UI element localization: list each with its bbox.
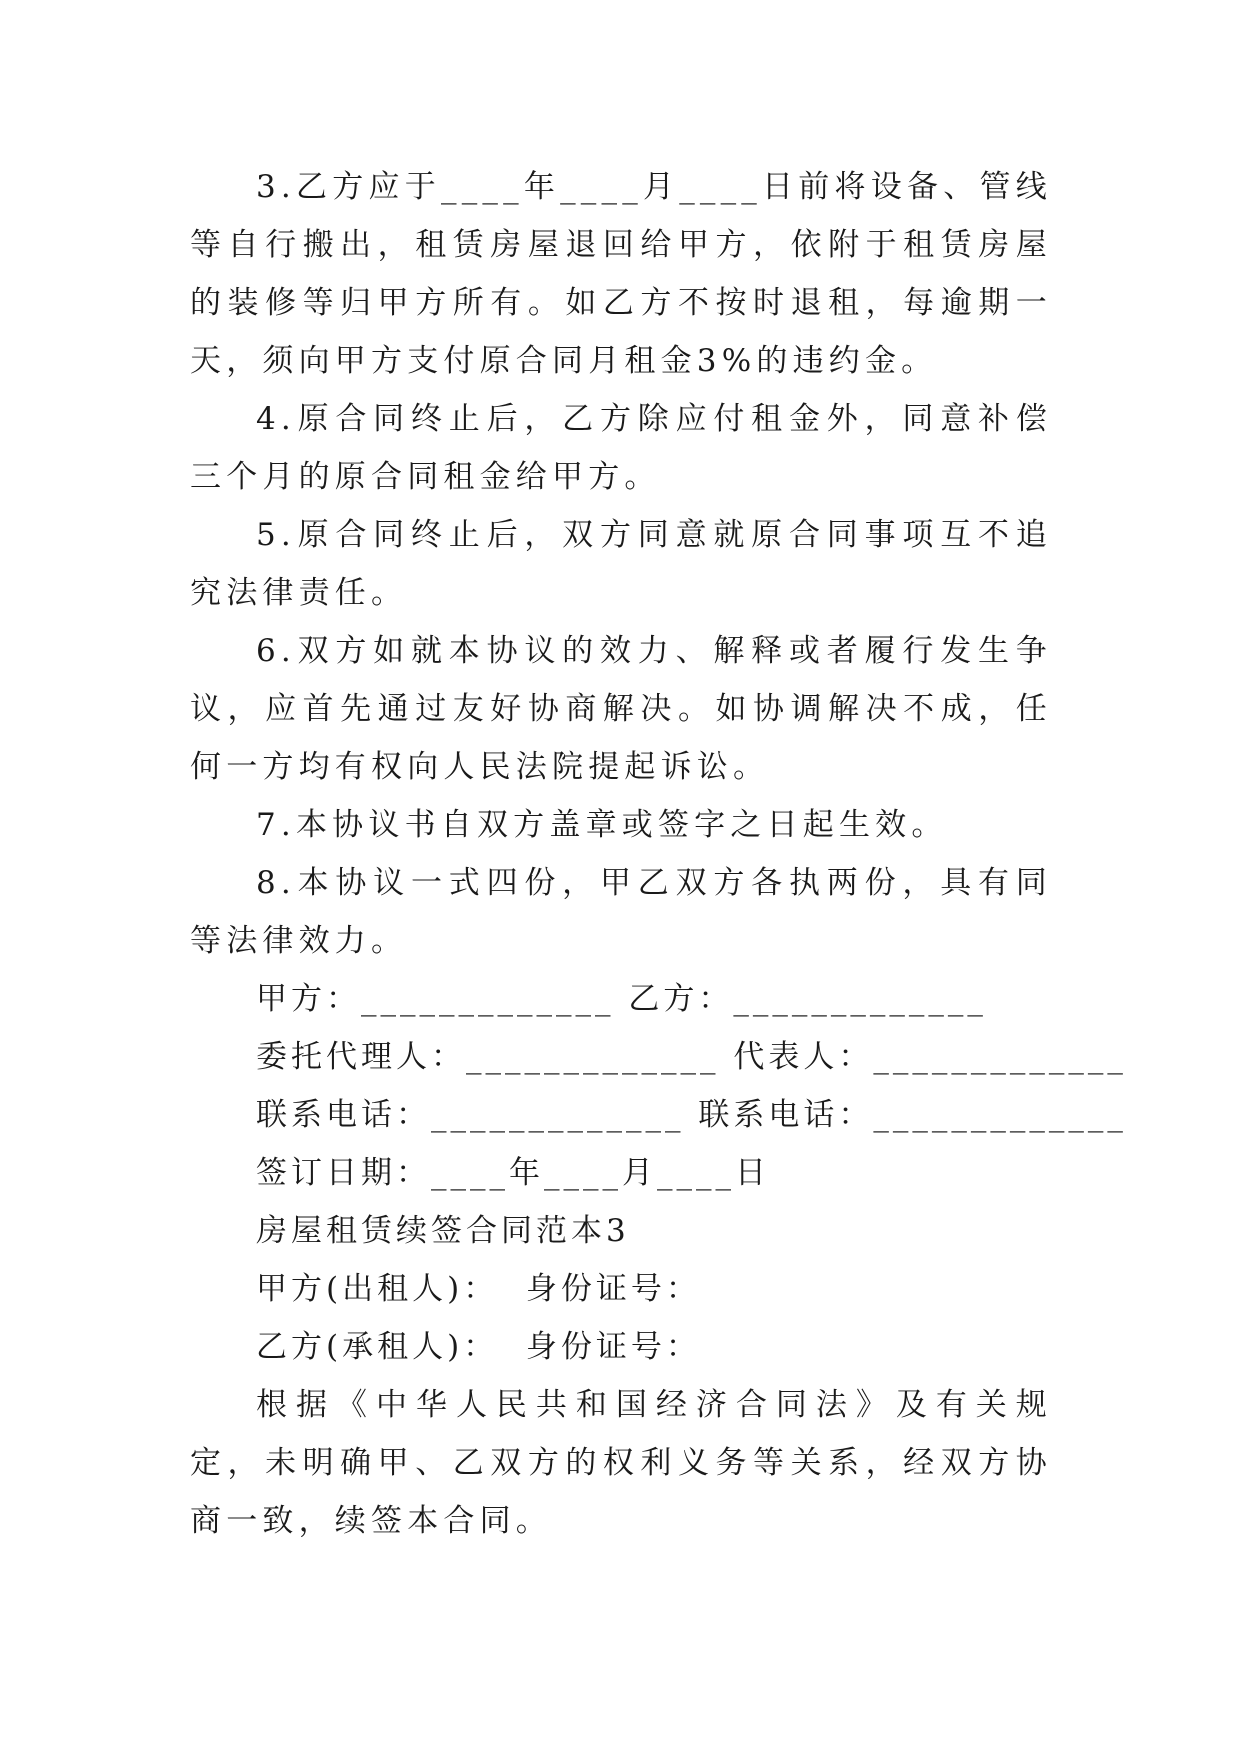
signature-date: 签订日期：____年____月____日: [256, 1155, 770, 1191]
lessor-line: 甲方(出租人)： 身份证号：: [256, 1271, 701, 1307]
clause-3: 3.乙方应于____年____月____日前将设备、管线等自行搬出，租赁房屋退回给甲方，依附于租赁房屋的装修等归甲方所有。如乙方不按时退租，每逾期一天，须向甲方支付原合同月租金3%的违约金。: [190, 169, 1052, 379]
lessee-line: 乙方(承租人)： 身份证号：: [256, 1329, 701, 1365]
signature-agent: 委托代理人：_____________ 代表人：_____________: [256, 1039, 1127, 1075]
clause-4: 4.原合同终止后，乙方除应付租金外，同意补偿三个月的原合同租金给甲方。: [190, 401, 1052, 495]
clause-7: 7.本协议书自双方盖章或签字之日起生效。: [256, 807, 948, 843]
clause-5: 5.原合同终止后，双方同意就原合同事项互不追究法律责任。: [190, 517, 1052, 611]
clause-8: 8.本协议一式四份，甲乙双方各执两份，具有同等法律效力。: [190, 865, 1052, 959]
signature-phone: 联系电话：_____________ 联系电话：_____________: [256, 1097, 1127, 1133]
preamble: 根据《中华人民共和国经济合同法》及有关规定，未明确甲、乙双方的权利义务等关系，经双方协商一致，续签本合同。: [190, 1387, 1052, 1539]
contract-title: 房屋租赁续签合同范本3: [256, 1213, 630, 1249]
clause-6: 6.双方如就本协议的效力、解释或者履行发生争议，应首先通过友好协商解决。如协调解决不成，任何一方均有权向人民法院提起诉讼。: [190, 633, 1052, 785]
document-page: [190, 158, 1127, 1550]
signature-parties: 甲方：_____________ 乙方：_____________: [256, 981, 987, 1017]
